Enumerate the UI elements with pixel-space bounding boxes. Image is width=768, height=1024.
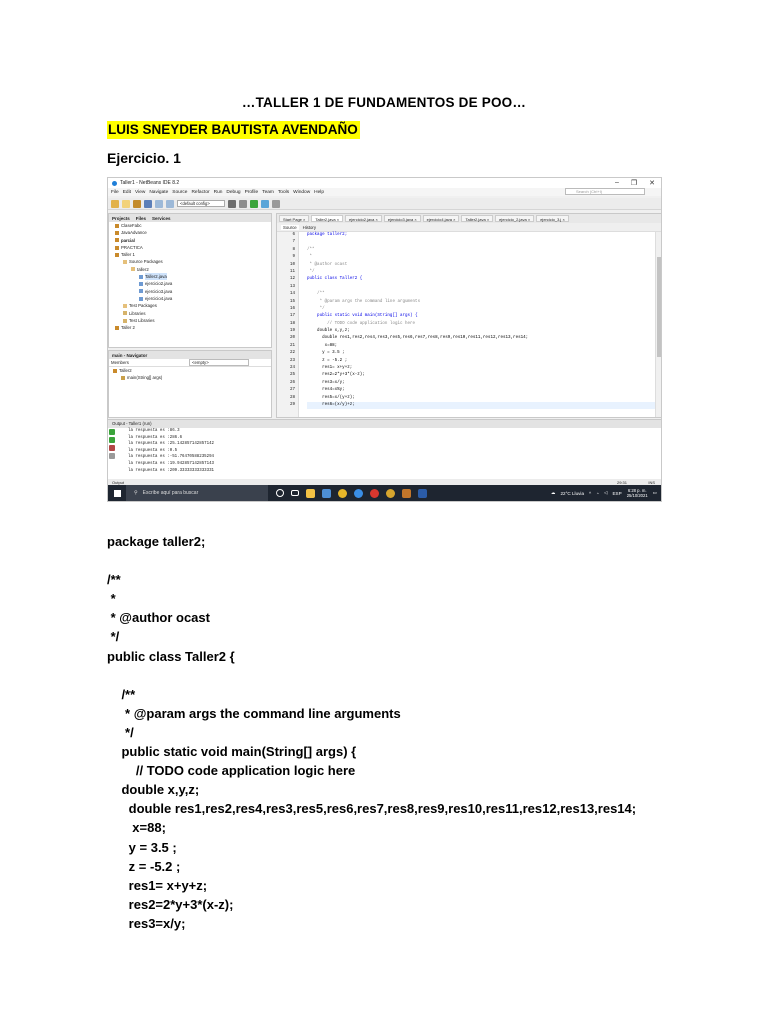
menu-item[interactable]: Tools [277,189,290,195]
window-controls [615,179,655,187]
output-title: Output - Taller1 (run) [108,420,661,428]
close-icon[interactable]: ✕ [649,180,655,187]
navigator-item-label: Taller2 [119,368,132,373]
line-number: 8 [292,247,295,252]
tree-item[interactable] [109,324,271,331]
code-line: package taller2; [307,233,348,237]
code-text-line: res2=2*y+3*(x-z); [107,896,234,912]
menu-item[interactable]: File [111,189,119,195]
navigator-members-row [109,359,271,367]
code-line: */ [307,269,315,274]
code-line: * [307,255,313,260]
weather-text[interactable]: 22°C Lluvia [560,490,584,496]
menu-item[interactable]: Run [213,189,223,195]
language-indicator[interactable]: ESP [612,490,622,496]
code-line: */ [307,306,325,311]
source-tab[interactable]: Source [283,224,297,230]
stop-icon[interactable] [109,445,115,451]
code-line [307,284,661,291]
tray-chevron-icon[interactable]: ^ [589,490,592,496]
redo-icon[interactable] [166,200,174,208]
code-line: double x,y,z; [307,329,350,334]
output-line: la respuesta es :-51.76470588235294 [128,455,214,460]
tree-item[interactable] [109,244,271,251]
line-number: 24 [289,366,295,371]
editor-tab[interactable] [384,215,421,222]
line-number: 21 [289,343,295,348]
code-text-line [107,551,636,570]
code-text-line: /** [107,572,121,588]
code-text-line: res1= x+y+z; [107,877,208,893]
code-line: res6=(x/y)+z; [307,402,661,409]
code-line: y = 3.5 ; [307,351,345,356]
tree-item[interactable] [109,229,271,236]
tree-item-label: Libraries [129,310,146,316]
navigator-members-label: Members [111,360,129,365]
task-view-icon[interactable] [291,490,299,496]
menu-item[interactable]: Source [172,189,188,195]
ide-screenshot [107,177,662,502]
tree-item-label: ejercicio3.java [145,288,173,294]
code-area[interactable] [277,232,661,417]
editor-tab[interactable] [423,215,460,222]
close-tab-icon[interactable]: × [335,217,340,222]
code-text-line: * @author ocast [107,610,210,626]
profile-icon[interactable] [272,200,280,208]
new-project-icon[interactable] [111,200,119,208]
notification-icon[interactable]: ▭ [652,490,657,495]
line-number: 20 [289,336,295,341]
editor-tab-label: Taller2.java [315,217,336,222]
line-number: 9 [292,255,295,260]
settings-icon[interactable] [109,453,115,459]
line-number: 6 [292,233,295,237]
tree-item-label: ClaseFabc [121,223,142,228]
editor-tabs [277,214,661,223]
code-text-line: public class Taller2 { [107,648,235,664]
taskbar-search[interactable] [126,485,268,501]
code-text-line: z = -5.2 ; [107,858,181,874]
clock-time: 6:28 p. m. [627,488,647,493]
code-line: /** [307,292,325,297]
tree-item-label: ejercicio4.java [145,295,173,301]
code-text-line: res3=x/y; [107,915,186,931]
netbeans-logo-icon [112,181,117,186]
source-tab[interactable]: History [302,224,316,230]
word-icon[interactable] [418,489,427,498]
windows-taskbar [108,485,661,501]
document-title: …TALLER 1 DE FUNDAMENTOS DE POO… [241,95,527,110]
output-line: la respuesta es :25.142857142857142 [128,442,214,447]
tree-item[interactable] [109,280,271,287]
line-number: 25 [289,373,295,378]
code-text-line: double res1,res2,res4,res3,res5,res6,res7,res8,res9,res10,res11,res12,res13,res14; [107,801,637,817]
code-text-line: // TODO code application logic here [107,763,356,779]
cortana-icon[interactable] [276,489,284,497]
navigator-item[interactable] [109,374,271,381]
tree-item-label: ejercicio2.java [145,281,173,287]
tree-item-label: Taller 1 [121,252,135,258]
close-tab-icon[interactable]: × [301,217,306,222]
editor-tab-label: ejercicio4.java [426,217,453,222]
panel-tab[interactable]: Projects [112,215,130,221]
tree-item-label: taller2 [137,266,149,272]
menu-item[interactable]: Debug [226,189,241,195]
line-number: 17 [289,314,295,319]
line-number: 14 [289,292,295,297]
menu-item[interactable]: Help [314,189,325,195]
output-line: la respuesta es :0.5 [128,448,178,453]
status-mode: INS [648,480,655,485]
editor-tab-label: ejercicio3.java [387,217,414,222]
output-panel [108,419,661,479]
editor-tab[interactable] [461,215,493,222]
tree-node-icon [139,275,143,279]
ide-search-input[interactable]: Search (Ctrl+I) [565,188,645,195]
menu-item[interactable]: Window [293,189,311,195]
line-number: 7 [292,240,295,245]
navigator-title: main - Navigator [112,352,148,358]
tree-node-icon [131,267,135,271]
code-line: public class Taller2 { [307,277,363,282]
status-output-label[interactable]: Output [112,480,125,485]
tree-item-label: Taller2.java [145,274,167,280]
line-number: 19 [289,329,295,334]
tree-node-icon [139,297,143,301]
exercise-heading: Ejercicio. 1 [107,150,181,166]
tree-item-label: PRACTICA [121,244,143,250]
tree-node-icon [115,326,119,330]
store-icon[interactable] [322,489,331,498]
output-side-buttons [109,429,117,461]
author-name-highlight: LUIS SNEYDER BAUTISTA AVENDAÑO [108,122,358,137]
clock-date: 25/10/2021 [626,493,648,498]
volume-icon[interactable]: ◁ [603,490,608,495]
tree-node-icon [139,282,143,286]
code-line: * @param args the command line arguments [307,299,421,304]
code-text-line: * @param args the command line arguments [107,705,401,721]
code-text-line: */ [107,724,134,740]
tree-node-icon [123,304,127,308]
navigator-item-label: main(String[] args) [127,375,163,381]
tree-item-label: Taller 2 [121,325,135,331]
author-line [107,121,360,139]
ide-window-title: Taller1 - NetBeans IDE 8.2 [120,180,180,186]
line-number-gutter [277,232,299,417]
code-text-line: public static void main(String[] args) { [107,744,357,760]
editor-tab[interactable] [536,215,569,222]
rerun-options-icon[interactable] [109,437,115,443]
close-tab-icon[interactable]: × [526,217,531,222]
menu-item[interactable]: Profile [244,189,259,195]
navigator-header [109,351,271,359]
taskbar-search-placeholder: Escribe aquí para buscar [142,490,199,496]
editor-scrollbar[interactable] [655,232,661,417]
tree-node-icon [115,224,119,228]
tree-item-label: parcial [121,237,135,243]
output-line: la respuesta es :19.942857142857143 [128,461,214,466]
tree-item[interactable] [109,237,271,244]
editor-tab[interactable] [279,215,309,222]
network-icon[interactable]: ◔ [596,490,599,496]
code-text-line: x=88; [107,820,166,836]
tree-item[interactable] [109,258,271,265]
line-number: 22 [289,351,295,356]
tree-item-label: Test Packages [129,303,157,309]
code-lines[interactable] [299,232,661,417]
close-tab-icon[interactable]: × [413,217,417,222]
file-explorer-icon[interactable] [306,489,315,498]
save-all-icon[interactable] [144,200,152,208]
windows-logo-icon [114,490,121,497]
code-text-line [107,666,636,685]
tree-item-label: Test Libraries [129,317,155,323]
tree-item-label: Source Packages [129,259,163,265]
editor-tab-label: ejercicio2.java [349,217,375,222]
ide-toolbar [108,198,661,210]
line-number: 15 [289,299,295,304]
output-line: la respuesta es :209.33333333333331 [128,468,214,473]
code-text-line: */ [107,629,120,645]
code-line: * @author ocast [307,262,348,267]
menu-item[interactable]: View [135,189,146,195]
netbeans-task-icon[interactable] [402,489,411,498]
tree-item[interactable] [109,317,271,324]
line-number: 23 [289,358,295,363]
system-tray [551,488,661,498]
menu-item[interactable]: Edit [122,189,132,195]
code-line: /** [307,247,315,252]
menu-item[interactable]: Navigate [149,189,169,195]
code-line: z = -5.2 ; [307,358,348,363]
code-line: res1= x+y+z; [307,366,353,371]
code-text-line: package taller2; [107,534,206,549]
navigator-item[interactable] [109,367,271,374]
close-tab-icon[interactable]: × [452,217,456,222]
line-number: 16 [289,306,295,311]
tree-node-icon [115,231,119,235]
close-tab-icon[interactable]: × [485,217,490,222]
navigator-panel [108,350,272,418]
panel-tab[interactable]: Services [152,215,171,221]
config-select[interactable]: <default config> [177,200,225,207]
run-icon[interactable] [250,200,258,208]
opera-icon[interactable] [370,489,379,498]
tree-item[interactable] [109,266,271,273]
new-file-icon[interactable] [122,200,130,208]
tree-item[interactable] [109,288,271,295]
tree-node-icon [115,238,119,242]
output-text [120,428,653,473]
line-number: 28 [289,395,295,400]
editor-tab-label: ejercicio_2.java [499,217,527,222]
tree-item[interactable] [109,310,271,317]
code-line [307,239,661,246]
line-number: 10 [289,262,295,267]
undo-icon[interactable] [155,200,163,208]
tree-node-icon [139,289,143,293]
start-button[interactable] [108,485,126,501]
menu-item[interactable]: Refactor [191,189,210,195]
code-line: // TODO code application logic here [307,321,416,326]
tree-item[interactable] [109,273,271,280]
close-tab-icon[interactable]: × [561,217,565,222]
rerun-icon[interactable] [109,429,115,435]
minimize-icon[interactable]: – [614,179,619,186]
status-position: 29:31 [616,480,627,485]
navigator-tree [109,367,271,382]
output-line: la respuesta es :86.3 [128,429,180,433]
code-line: res4=x%y; [307,388,345,393]
code-line: public static void main(String[] args) { [307,314,418,319]
edge-icon[interactable] [354,489,363,498]
line-number: 12 [289,277,295,282]
editor-tab[interactable] [311,215,343,222]
close-tab-icon[interactable]: × [374,217,378,222]
code-line: x=88; [307,343,338,348]
debug-icon[interactable] [261,200,269,208]
editor-tab[interactable] [495,215,534,222]
weather-icon[interactable]: ☁ [550,490,556,495]
code-text-line: y = 3.5 ; [107,839,177,855]
projects-panel [108,213,272,348]
navigator-node-icon [113,369,117,373]
clean-build-icon[interactable] [239,200,247,208]
projects-panel-tabs [109,214,271,222]
ide-titlebar [108,178,661,188]
code-line: res5=x/(y+z); [307,395,355,400]
taskbar-clock[interactable] [627,488,648,498]
tree-item[interactable] [109,251,271,258]
open-project-icon[interactable] [133,200,141,208]
menu-item[interactable]: Team [262,189,274,195]
tree-item[interactable] [109,222,271,229]
navigator-node-icon [121,376,125,380]
line-number: 13 [289,284,295,289]
editor-tab-label: Taller2.java [465,217,486,222]
code-line: res2=2*y+3*(x-z); [307,373,365,378]
tree-item[interactable] [109,295,271,302]
line-number: 26 [289,380,295,385]
maximize-icon[interactable]: ❐ [630,180,638,187]
search-icon: ⚲ [134,490,138,496]
line-number: 29 [289,402,295,407]
line-number: 11 [289,269,295,274]
source-history-bar [277,223,661,232]
line-number: 18 [289,321,295,326]
editor-tab[interactable] [345,215,382,222]
editor-tab-label: ejercicio_3.j [540,217,562,222]
tree-node-icon [123,311,127,315]
code-text-line: double x,y,z; [107,782,200,798]
editor-scroll-thumb[interactable] [657,257,661,357]
tree-node-icon [115,253,119,257]
tree-item-label: JavaAdvance [121,230,147,236]
panel-tab[interactable]: Files [135,215,147,221]
chrome-icon[interactable] [338,489,347,498]
pasted-source-code [107,532,636,933]
code-line: double res1,res2,res4,res3,res5,res6,res7,res8,res9,res10,res11,res12,res13,res14; [307,336,529,341]
tree-node-icon [115,246,119,250]
editor-tab-label: Start Page [283,217,302,222]
tree-item[interactable] [109,302,271,309]
taskbar-apps [276,489,427,498]
code-text-line: * [107,591,116,607]
output-line: la respuesta es :286.6 [128,435,183,440]
code-text-line: /** [107,686,136,702]
tree-node-icon [123,319,127,323]
line-number: 27 [289,388,295,393]
navigator-filter-select[interactable]: <empty> [189,359,249,366]
build-icon[interactable] [228,200,236,208]
code-editor [276,213,662,418]
tree-node-icon [123,260,127,264]
project-tree [109,222,271,331]
code-line: res3=x/y; [307,380,345,385]
chrome-alt-icon[interactable] [386,489,395,498]
